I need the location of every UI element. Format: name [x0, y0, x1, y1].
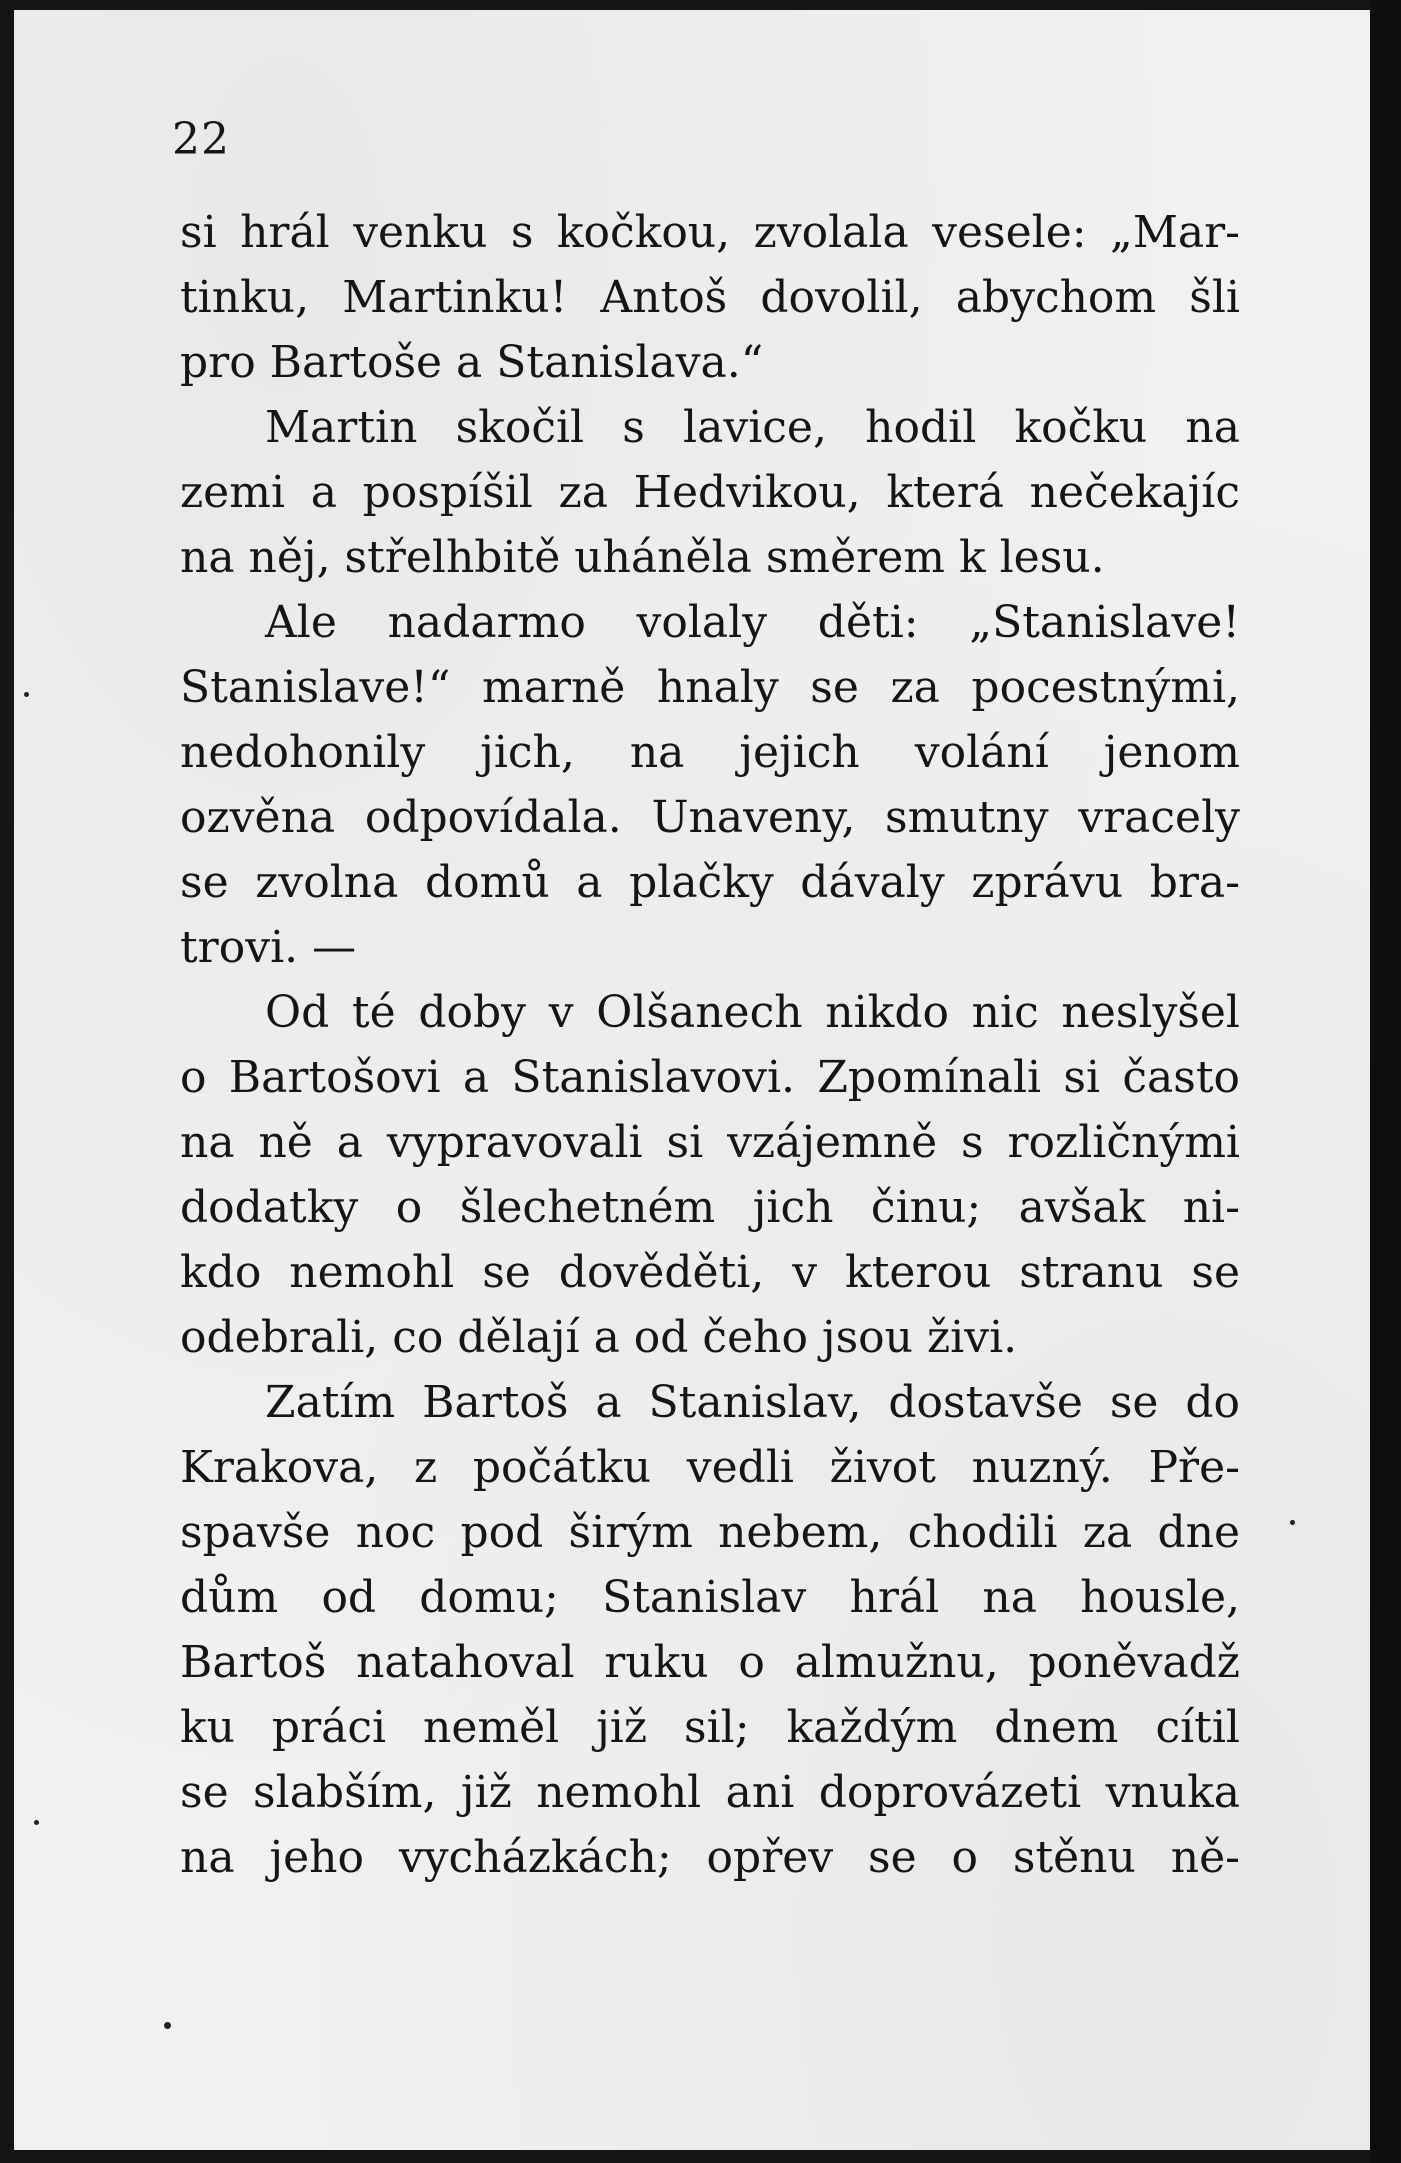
text-line: Zatím Bartoš a Stanislav, dostavše se do	[265, 1377, 1240, 1428]
body-text	[180, 200, 1240, 1890]
text-line: Od té doby v Olšanech nikdo nic neslyšel	[265, 987, 1240, 1038]
page-edge-shadow	[1370, 0, 1401, 2163]
text-line: Stanislave!“ marně hnaly se za pocestnými,	[180, 662, 1240, 713]
text-line: na jeho vycházkách; opřev se o stěnu ně-	[180, 1832, 1240, 1883]
text-line: Ale nadarmo volaly děti: „Stanislave!	[265, 597, 1240, 648]
text-line: si hrál venku s kočkou, zvolala vesele: „Mar-	[180, 207, 1240, 258]
text-line: zemi a pospíšil za Hedvikou, která nečekajíc	[180, 467, 1240, 518]
text-line: na něj, střelhbitě uháněla směrem k lesu.	[180, 532, 1105, 583]
page-number: 22	[172, 114, 230, 165]
text-line: Krakova, z počátku vedli život nuzný. Pře-	[180, 1442, 1240, 1493]
text-line: dodatky o šlechetném jich činu; avšak ni-	[180, 1182, 1240, 1233]
text-line: o Bartošovi a Stanislavovi. Zpomínali si často	[180, 1052, 1240, 1103]
text-line: dům od domu; Stanislav hrál na housle,	[180, 1572, 1240, 1623]
text-line: na ně a vypravovali si vzájemně s rozličnými	[180, 1117, 1240, 1168]
scan-speck	[24, 692, 29, 697]
text-line: odebrali, co dělají a od čeho jsou živi.	[180, 1312, 1018, 1363]
scan-speck	[34, 1820, 39, 1825]
text-line: Martin skočil s lavice, hodil kočku na	[265, 402, 1240, 453]
scan-speck	[1290, 1520, 1295, 1525]
scan-speck	[164, 2022, 171, 2029]
text-line: se slabším, již nemohl ani doprovázeti vnuka	[180, 1767, 1240, 1818]
text-line: ozvěna odpovídala. Unaveny, smutny vracely	[180, 792, 1240, 843]
text-line: trovi. —	[180, 922, 357, 973]
text-line: kdo nemohl se dověděti, v kterou stranu se	[180, 1247, 1240, 1298]
text-line: Bartoš natahoval ruku o almužnu, poněvadž	[180, 1637, 1240, 1688]
text-line: nedohonily jich, na jejich volání jenom	[180, 727, 1240, 778]
text-line: se zvolna domů a plačky dávaly zprávu bra-	[180, 857, 1240, 908]
text-line: spavše noc pod širým nebem, chodili za dne	[180, 1507, 1240, 1558]
text-line: pro Bartoše a Stanislava.“	[180, 337, 764, 388]
text-line: tinku, Martinku! Antoš dovolil, abychom šli	[180, 272, 1240, 323]
text-line: ku práci neměl již sil; každým dnem cítil	[180, 1702, 1240, 1753]
